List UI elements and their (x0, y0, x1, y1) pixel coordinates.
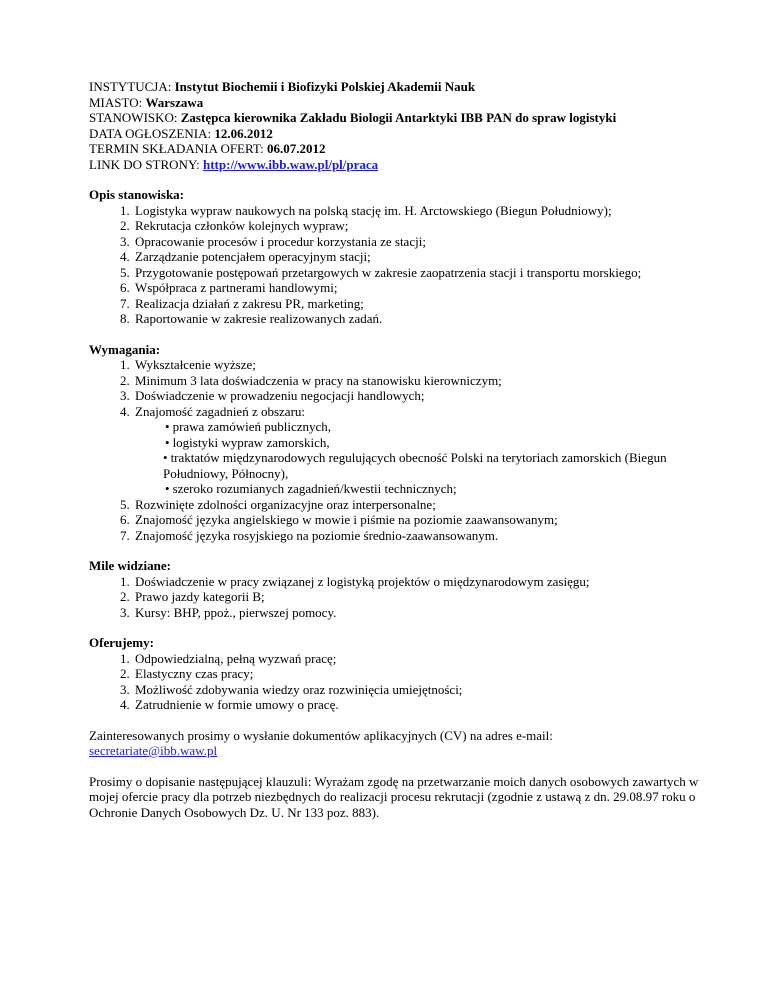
list-item: 1. Wykształcenie wyższe; (133, 357, 708, 373)
city-line (89, 95, 708, 111)
deadline-line (89, 141, 708, 157)
list-item: 7. Realizacja działań z zakresu PR, marketing; (133, 296, 708, 312)
contact-paragraph (89, 728, 708, 759)
position-line (89, 110, 708, 126)
list-item: 4. Zatrudnienie w formie umowy o pracę. (133, 697, 708, 713)
sub-list-item: • prawa zamówień publicznych, (165, 419, 332, 434)
position-value: Zastępca kierownika Zakładu Biologii Antarktyki IBB PAN do spraw logistyki (180, 110, 617, 125)
list-item: 2. Elastyczny czas pracy; (133, 666, 708, 682)
sub-list-item: • logistyki wypraw zamorskich, (165, 434, 330, 450)
clause-paragraph (89, 774, 708, 821)
list-item: 3. Opracowanie procesów i procedur korzystania ze stacji; (133, 234, 708, 250)
list-item: 2. Prawo jazdy kategorii B; (133, 589, 708, 605)
link-label: LINK DO STRONY: (89, 156, 200, 172)
section-mile-widziane (89, 558, 708, 620)
list-item: 3. Możliwość zdobywania wiedzy oraz rozwinięcia umiejętności; (133, 682, 708, 698)
deadline-label: TERMIN SKŁADANIA OFERT: (89, 141, 264, 156)
sub-list (135, 419, 708, 497)
sub-list-item: • traktatów międzynarodowych regulujących obecność Polski na terytoriach zamorskich (Biegun Południowy, Północny), (163, 450, 667, 481)
oferujemy-list (89, 651, 708, 713)
list-item-text: Znajomość zagadnień z obszaru: (135, 403, 306, 419)
clause-text: Prosimy o dopisanie następującej klauzuli: Wyrażam zgodę na przetwarzanie moich danych osobowych zawartych w mojej ofercie pracy dla potrzeb niezbędnych do realizacji procesu rekrutacji (zgodnie z ustawą z dn. 29.08.97 roku o Ochronie Danych Osobowych Dz. U. Nr 133 poz. 883). (89, 773, 699, 820)
list-item: 6. Znajomość języka angielskiego w mowie i piśmie na poziomie zaawansowanym; (133, 512, 708, 528)
list-item: 7. Znajomość języka rosyjskiego na poziomie średnio-zaawansowanym. (133, 528, 708, 544)
oferujemy-heading: Oferujemy: (89, 635, 154, 650)
list-item: 1. Odpowiedzialną, pełną wyzwań pracę; (133, 651, 708, 667)
contact-text: Zainteresowanych prosimy o wysłanie dokumentów aplikacyjnych (CV) na adres e-mail: (89, 727, 553, 743)
list-item: 2. Minimum 3 lata doświadczenia w pracy na stanowisku kierowniczym; (133, 373, 708, 389)
sub-list-item: • szeroko rozumianych zagadnień/kwestii technicznych; (165, 481, 457, 496)
list-item: 3. Kursy: BHP, ppoż., pierwszej pomocy. (133, 605, 708, 621)
bullet-icon: • (163, 450, 168, 465)
list-item: 3. Doświadczenie w prowadzeniu negocjacji handlowych; (133, 388, 708, 404)
website-link[interactable]: http://www.ibb.waw.pl/pl/praca (203, 156, 379, 172)
section-wymagania (89, 342, 708, 544)
list-item: 8. Raportowanie w zakresie realizowanych zadań. (133, 311, 708, 327)
link-line (89, 157, 708, 173)
section-opis (89, 187, 708, 327)
institution-label: INSTYTUCJA: (89, 79, 172, 94)
section-oferujemy (89, 635, 708, 713)
mile-heading: Mile widziane: (89, 558, 171, 573)
date-line (89, 126, 708, 142)
bullet-icon: • (165, 481, 170, 496)
deadline-value: 06.07.2012 (267, 141, 326, 156)
bullet-icon: • (165, 434, 170, 450)
job-meta (89, 79, 708, 172)
email-link[interactable]: secretariate@ibb.waw.pl (89, 743, 218, 758)
list-item: 5. Rozwinięte zdolności organizacyjne oraz interpersonalne; (133, 497, 708, 513)
bullet-icon: • (165, 419, 170, 434)
city-value: Warszawa (145, 94, 204, 110)
list-item: 1. Doświadczenie w pracy związanej z logistyką projektów o międzynarodowym zasięgu; (133, 574, 708, 590)
wymagania-list (89, 357, 708, 543)
list-item: 2. Rekrutacja członków kolejnych wypraw; (133, 218, 708, 234)
list-item (133, 404, 708, 497)
opis-list (89, 203, 708, 327)
date-label: DATA OGŁOSZENIA: (89, 125, 212, 141)
mile-list (89, 574, 708, 621)
institution-line (89, 79, 708, 95)
opis-heading: Opis stanowiska: (89, 187, 184, 202)
institution-value: Instytut Biochemii i Biofizyki Polskiej Akademii Nauk (174, 79, 476, 94)
wymagania-heading: Wymagania: (89, 341, 161, 357)
list-item: 5. Przygotowanie postępowań przetargowych w zakresie zaopatrzenia stacji i transportu morskiego; (133, 265, 708, 281)
list-item: 6. Współpraca z partnerami handlowymi; (133, 280, 708, 296)
list-item: 4. Zarządzanie potencjałem operacyjnym stacji; (133, 249, 708, 265)
city-label: MIASTO: (89, 94, 143, 110)
position-label: STANOWISKO: (89, 110, 178, 125)
date-value: 12.06.2012 (214, 125, 273, 141)
list-item: 1. Logistyka wypraw naukowych na polską stację im. H. Arctowskiego (Biegun Południowy); (133, 203, 708, 219)
